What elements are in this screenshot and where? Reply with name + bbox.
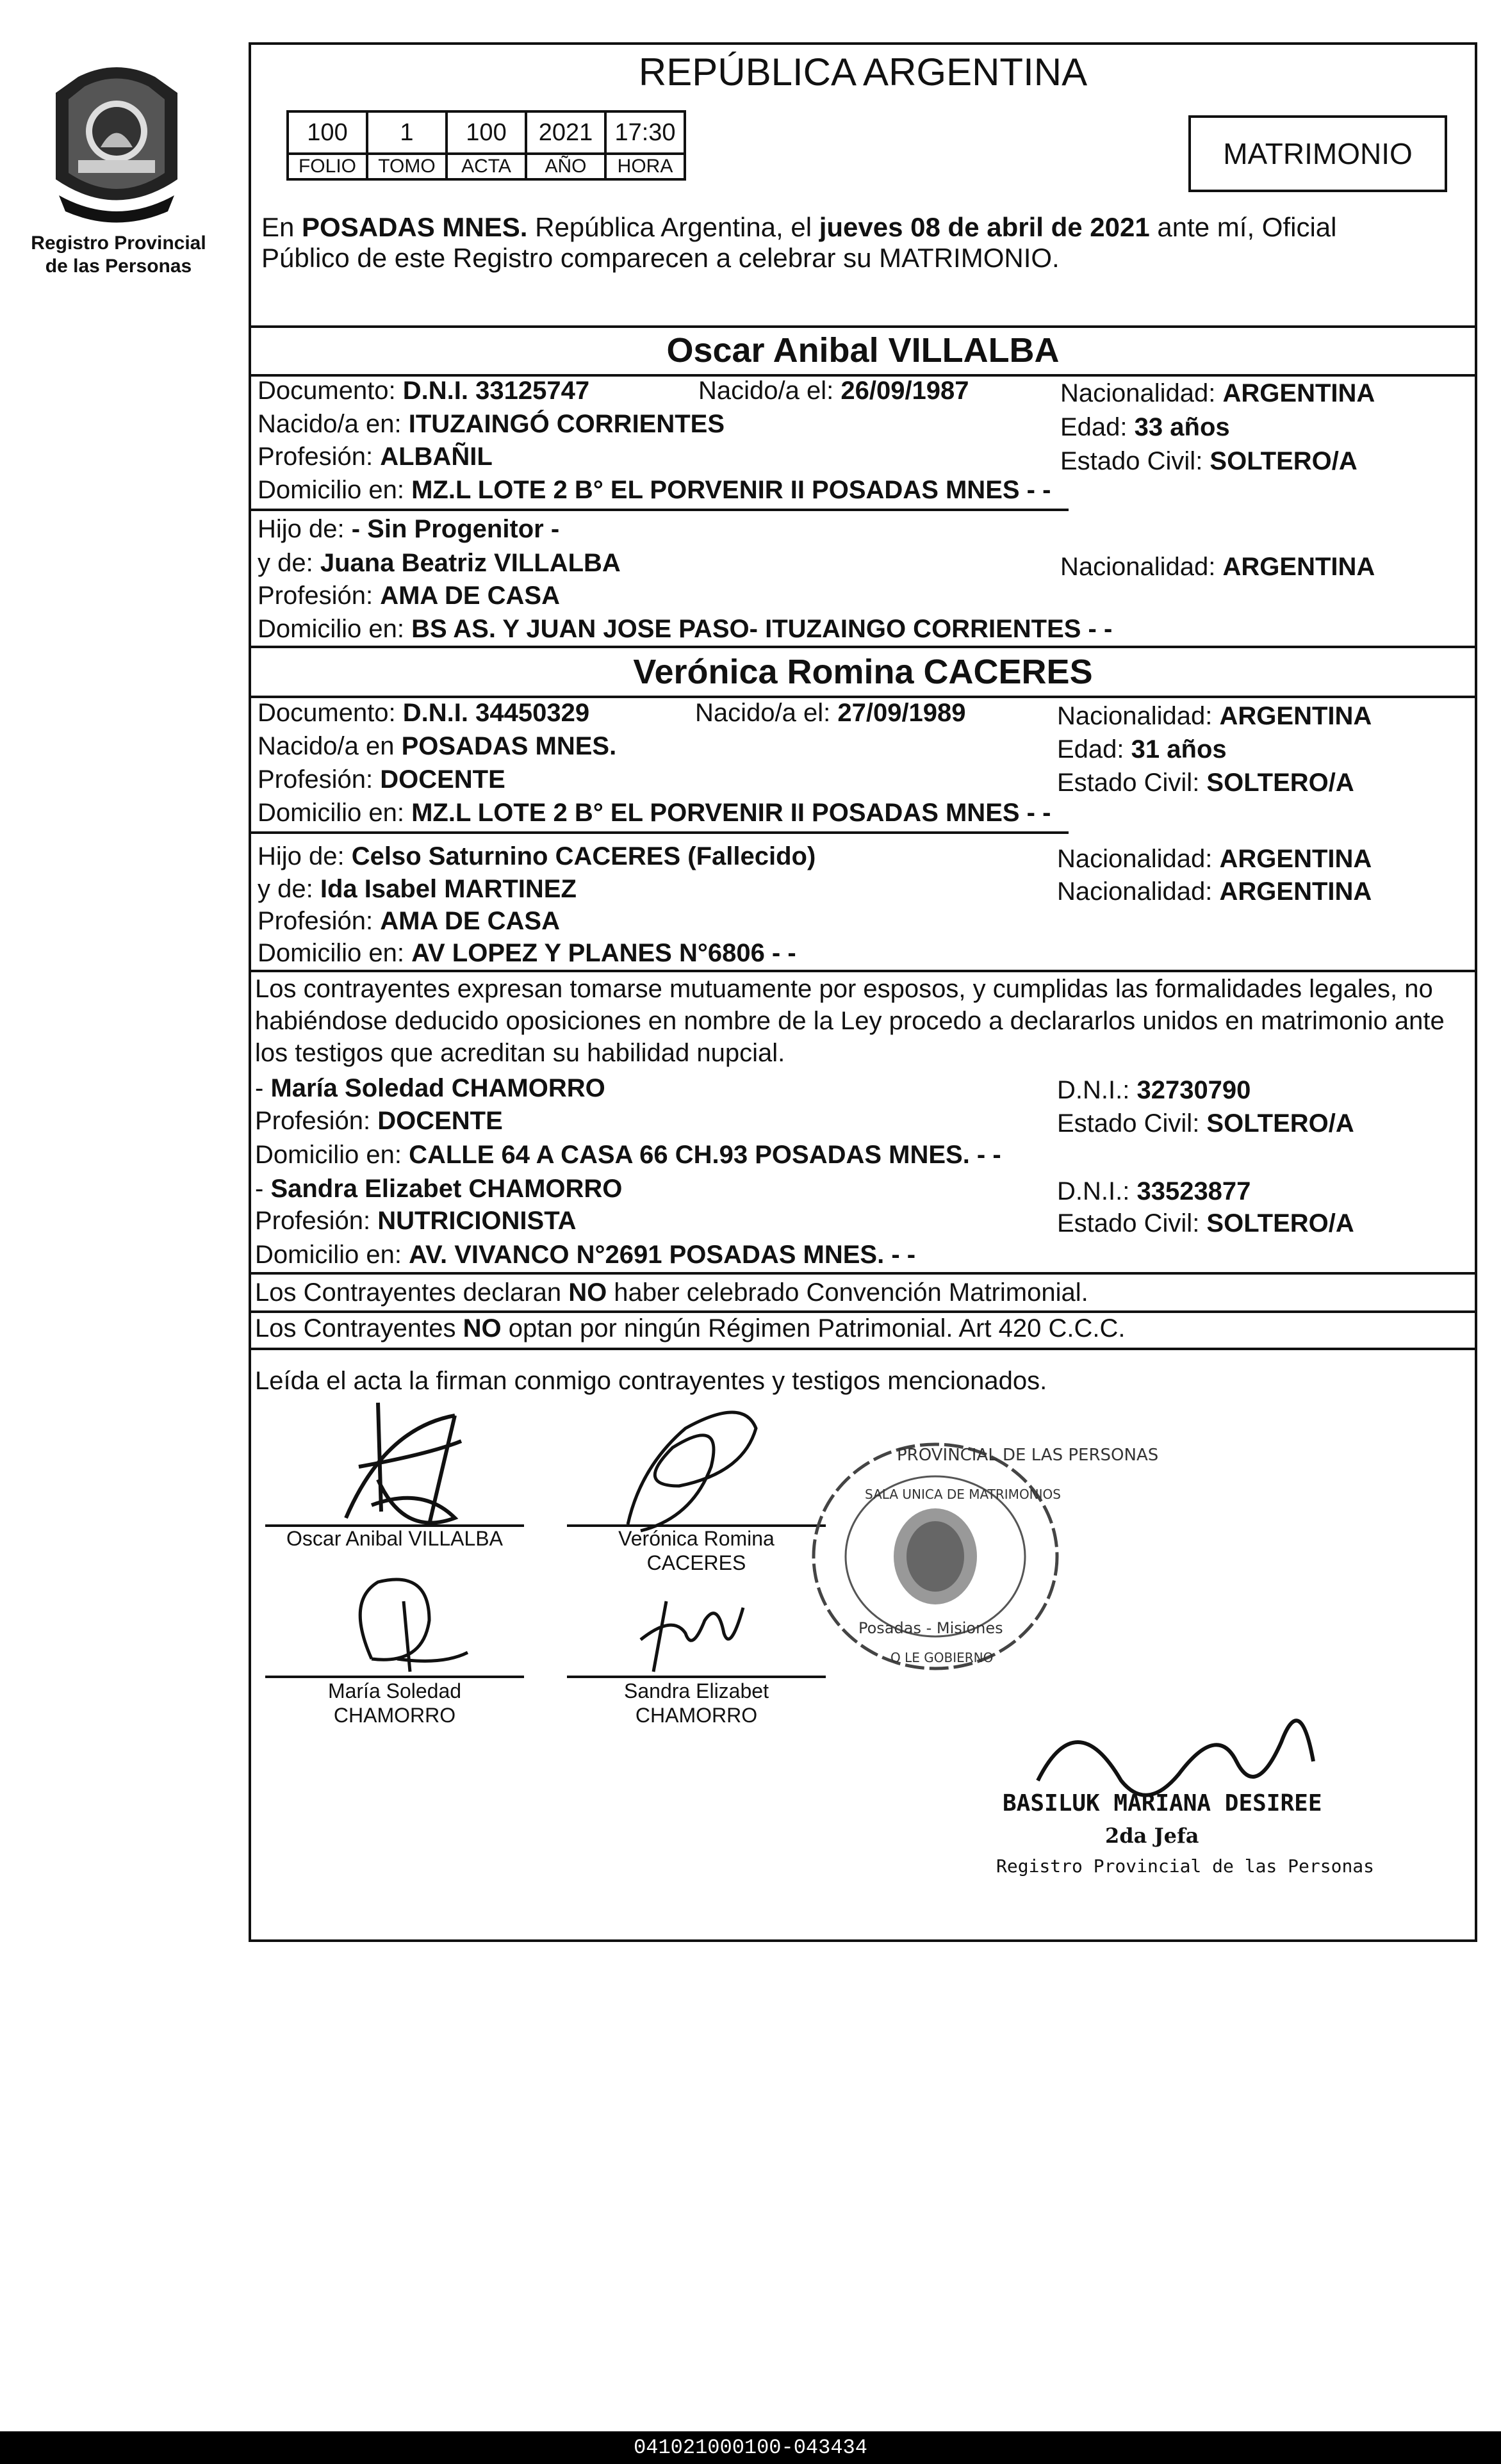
groom-nationality (1060, 378, 1375, 409)
label: Domicilio en: (258, 476, 412, 504)
witness1-name: - María Soledad CHAMORRO (255, 1074, 605, 1102)
intro-text: República Argentina, el (527, 212, 819, 242)
witness1-civil-status (1057, 1108, 1354, 1139)
intro-text: ante mí, Oficial (1149, 212, 1337, 242)
value: POSADAS MNES. (401, 732, 617, 760)
bride-parent-address (258, 938, 796, 968)
label: Domicilio en: (255, 1241, 409, 1269)
witness2-signature (615, 1563, 769, 1678)
groom-signature (320, 1390, 500, 1537)
label: Domicilio en: (258, 939, 412, 967)
hora-value: 17:30 (605, 111, 685, 154)
text: optan por ningún Régimen Patrimonial. Art 420 C.C.C. (501, 1314, 1126, 1342)
intro-text: En (261, 212, 302, 242)
signature-line (567, 1676, 826, 1678)
groom-birthdate (698, 375, 969, 406)
value: Ida Isabel MARTINEZ (320, 875, 577, 903)
bride-parent1 (258, 841, 816, 872)
label: Nacido/a el: (698, 377, 841, 405)
declaration-line1: Los contrayentes expresan tomarse mutuamente por esposos, y cumplidas las formalidades legales, no (255, 975, 1433, 1003)
label: Edad: (1057, 735, 1131, 763)
bride-signature-name-line2: CACERES (646, 1551, 746, 1574)
regime-line1 (255, 1277, 1088, 1308)
text: Los Contrayentes (255, 1314, 463, 1342)
divider (249, 509, 1069, 511)
acta-value: 100 (447, 111, 526, 154)
label: D.N.I.: (1057, 1177, 1137, 1205)
value: María Soledad CHAMORRO (270, 1074, 605, 1102)
value: AV LOPEZ Y PLANES N°6806 - - (411, 939, 796, 967)
value: Juana Beatriz VILLALBA (320, 549, 621, 577)
groom-parent-profession (258, 580, 560, 611)
witness2-name: - Sandra Elizabet CHAMORRO (255, 1175, 623, 1203)
bride-document (258, 698, 589, 728)
folio-label: FOLIO (288, 154, 367, 179)
groom-parent2 (258, 548, 621, 578)
bride-parent2-nationality (1057, 876, 1372, 907)
signature-line (265, 1676, 524, 1678)
bride-birthdate (695, 698, 966, 728)
logo-caption-line1: Registro Provincial (31, 233, 206, 254)
groom-parent1 (258, 514, 559, 544)
label: Profesión: (258, 765, 381, 794)
value: DOCENTE (377, 1107, 503, 1135)
value: ARGENTINA (1219, 702, 1372, 730)
label: Nacionalidad: (1057, 702, 1220, 730)
record-type-box (1188, 115, 1447, 192)
label: Nacido/a en (258, 732, 402, 760)
document-code-bar (0, 2431, 1501, 2464)
label: y de: (258, 549, 320, 577)
witness1-signature-name-line2: CHAMORRO (333, 1704, 456, 1727)
label: Profesión: (258, 443, 381, 471)
value: D.N.I. 33125747 (402, 377, 590, 405)
value: DOCENTE (380, 765, 505, 794)
divider (249, 325, 1477, 328)
witness1-signature-name-line1: María Soledad (327, 1679, 462, 1702)
label: Estado Civil: (1060, 447, 1210, 475)
value: MZ.L LOTE 2 B° EL PORVENIR II POSADAS MNES - - (411, 476, 1051, 504)
witness2-signature-name-line1: Sandra Elizabet (624, 1679, 769, 1702)
groom-address (258, 475, 1051, 505)
value: NUTRICIONISTA (377, 1207, 577, 1235)
label: Profesión: (258, 907, 381, 935)
groom-document (258, 375, 589, 406)
divider (249, 646, 1477, 648)
intro-place: POSADAS MNES. (302, 212, 528, 242)
bride-name: Verónica Romina CACERES (633, 653, 1093, 691)
divider (249, 1272, 1477, 1275)
value: Sandra Elizabet CHAMORRO (270, 1175, 623, 1203)
label: Edad: (1060, 413, 1135, 441)
text: Los Contrayentes declaran (255, 1278, 569, 1307)
value: 27/09/1989 (837, 699, 966, 727)
logo-caption-line2: de las Personas (45, 256, 192, 277)
intro-date: jueves 08 de abril de 2021 (819, 212, 1150, 242)
intro-line1 (261, 211, 1336, 243)
ano-label: AÑO (526, 154, 605, 179)
bride-civil-status (1057, 767, 1354, 798)
registry-logo (40, 58, 193, 227)
value: BS AS. Y JUAN JOSE PASO- ITUZAINGO CORRIENTES - - (411, 615, 1113, 643)
bride-parent2 (258, 874, 577, 904)
label: Nacionalidad: (1060, 553, 1223, 581)
value: SOLTERO/A (1206, 1209, 1354, 1237)
label: Estado Civil: (1057, 769, 1207, 797)
tomo-value: 1 (367, 111, 447, 154)
official-org: Registro Provincial de las Personas (996, 1856, 1375, 1877)
label: Nacido/a el: (695, 699, 838, 727)
bride-age (1057, 734, 1227, 765)
acta-label: ACTA (447, 154, 526, 179)
label: Nacionalidad: (1057, 877, 1220, 906)
document-code: 041021000100-043434 (634, 2436, 867, 2460)
registry-numbers-table (286, 110, 686, 181)
closing-text: Leída el acta la firman conmigo contrayentes y testigos mencionados. (255, 1367, 1047, 1395)
witness2-profession (255, 1205, 577, 1236)
folio-value: 100 (288, 111, 367, 154)
bride-profession (258, 764, 505, 795)
value: 31 años (1131, 735, 1227, 763)
official-stamp (801, 1435, 1159, 1678)
groom-profession (258, 441, 493, 472)
value: ARGENTINA (1222, 379, 1375, 407)
value: AMA DE CASA (380, 582, 560, 610)
country-title: REPÚBLICA ARGENTINA (638, 51, 1088, 94)
witness2-address (255, 1239, 915, 1270)
label: Nacionalidad: (1057, 845, 1220, 873)
value: SOLTERO/A (1210, 447, 1357, 475)
declaration-line2: habiéndose deducido oposiciones en nombre de la Ley procedo a declararlos unidos en matrimonio ante (255, 1007, 1445, 1035)
divider (249, 1348, 1477, 1350)
value: SOLTERO/A (1206, 1109, 1354, 1138)
label: Documento: (258, 699, 403, 727)
intro-line2: Público de este Registro comparecen a celebrar su MATRIMONIO. (261, 243, 1060, 273)
label: y de: (258, 875, 320, 903)
label: Domicilio en: (258, 799, 412, 827)
witness1-address (255, 1139, 1001, 1170)
bride-signature-name-line1: Verónica Romina (618, 1527, 775, 1550)
label: D.N.I.: (1057, 1076, 1137, 1104)
groom-parent2-nationality (1060, 551, 1375, 582)
value: ARGENTINA (1219, 845, 1372, 873)
regime-line2 (255, 1313, 1126, 1344)
value: ARGENTINA (1219, 877, 1372, 906)
value: 32730790 (1136, 1076, 1251, 1104)
label: Profesión: (255, 1207, 378, 1235)
stamp-bottom-text: Posadas - Misiones (858, 1619, 1003, 1637)
label: Estado Civil: (1057, 1209, 1207, 1237)
value: D.N.I. 34450329 (402, 699, 590, 727)
label: Domicilio en: (255, 1141, 409, 1169)
witness1-profession (255, 1106, 503, 1136)
groom-signature-name: Oscar Anibal VILLALBA (286, 1527, 503, 1550)
stamp-gov-text: O LE GOBIERNO (890, 1650, 994, 1665)
bride-parent-profession (258, 906, 560, 936)
value: AMA DE CASA (380, 907, 560, 935)
bride-parent1-nationality (1057, 844, 1372, 874)
label: Profesión: (255, 1107, 378, 1135)
label: Hijo de: (258, 515, 352, 543)
stamp-inner-text: SALA UNICA DE MATRIMONIOS (865, 1487, 1061, 1502)
divider (249, 831, 1069, 834)
value: AV. VIVANCO N°2691 POSADAS MNES. - - (409, 1241, 916, 1269)
witness2-signature-name-line2: CHAMORRO (635, 1704, 758, 1727)
bride-address (258, 797, 1051, 828)
value: 33 años (1134, 413, 1230, 441)
witness1-dni (1057, 1075, 1251, 1106)
value: - Sin Progenitor - (351, 515, 560, 543)
tomo-label: TOMO (367, 154, 447, 179)
label: Documento: (258, 377, 403, 405)
bride-signature (596, 1390, 788, 1531)
value: 26/09/1987 (841, 377, 969, 405)
label: Nacido/a en: (258, 410, 409, 438)
label: Hijo de: (258, 842, 352, 870)
text: NO (463, 1314, 502, 1342)
label: Domicilio en: (258, 615, 412, 643)
value: ALBAÑIL (380, 443, 493, 471)
ano-value: 2021 (526, 111, 605, 154)
witness2-dni (1057, 1176, 1251, 1207)
label: Profesión: (258, 582, 381, 610)
value: ARGENTINA (1222, 553, 1375, 581)
value: CALLE 64 A CASA 66 CH.93 POSADAS MNES. - - (409, 1141, 1001, 1169)
record-type: MATRIMONIO (1223, 137, 1413, 170)
groom-name: Oscar Anibal VILLALBA (666, 331, 1060, 370)
divider (249, 970, 1477, 972)
value: 33523877 (1136, 1177, 1251, 1205)
value: Celso Saturnino CACERES (Fallecido) (351, 842, 816, 870)
groom-parent-address (258, 614, 1112, 644)
bride-nationality (1057, 701, 1372, 731)
value: ITUZAINGÓ CORRIENTES (408, 410, 725, 438)
groom-civil-status (1060, 446, 1357, 477)
official-name: BASILUK MARIANA DESIREE (1003, 1790, 1322, 1816)
text: NO (568, 1278, 607, 1307)
text: haber celebrado Convención Matrimonial. (607, 1278, 1088, 1307)
value: SOLTERO/A (1206, 769, 1354, 797)
groom-birthplace (258, 409, 725, 439)
official-title: 2da Jefa (1105, 1824, 1199, 1848)
value: MZ.L LOTE 2 B° EL PORVENIR II POSADAS MNES - - (411, 799, 1051, 827)
label: Estado Civil: (1057, 1109, 1207, 1138)
groom-age (1060, 412, 1230, 443)
witness1-signature (333, 1563, 500, 1678)
label: Nacionalidad: (1060, 379, 1223, 407)
hora-label: HORA (605, 154, 685, 179)
declaration-line3: los testigos que acreditan su habilidad nupcial. (255, 1039, 785, 1067)
stamp-ring-text: PROVINCIAL DE LAS PERSONAS (897, 1446, 1159, 1465)
bride-birthplace (258, 731, 616, 762)
witness2-civil-status (1057, 1208, 1354, 1239)
